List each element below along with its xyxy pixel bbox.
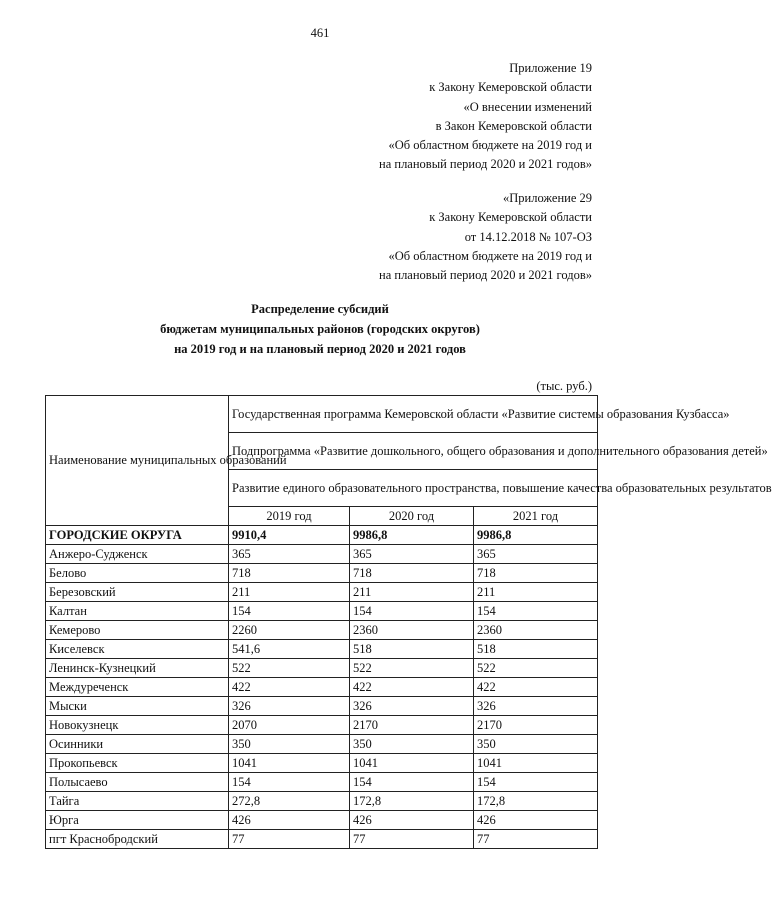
subsidy-value: 522 [229,659,350,678]
subsidy-value: 154 [474,773,598,792]
annex-line: на плановый период 2020 и 2021 годов» [379,268,592,283]
table-row [46,716,598,735]
subsidy-value: 365 [229,545,350,564]
municipality-column-header: Наименование муниципальных образований [46,396,229,526]
subsidy-value: 326 [474,697,598,716]
annex-line: «Об областном бюджете на 2019 год и [388,248,592,263]
year-header: 2021 год [474,507,598,526]
year-header: 2019 год [229,507,350,526]
subsidy-value: 350 [350,735,474,754]
municipality-name: Белово [46,564,229,583]
subsidy-value: 518 [474,640,598,659]
annex-reference-original [379,189,592,285]
annex-line: от 14.12.2018 № 107-ОЗ [464,229,592,244]
annex-line: «Приложение 29 [503,191,592,205]
municipality-name: Анжеро-Судженск [46,545,229,564]
subsidy-value: 350 [229,735,350,754]
subsidy-value: 154 [229,602,350,621]
subsidy-value: 326 [350,697,474,716]
subsidy-value: 426 [350,811,474,830]
subsidy-value: 426 [229,811,350,830]
total-row [46,526,598,545]
municipality-name: Березовский [46,583,229,602]
table-row [46,602,598,621]
title-line: Распределение субсидий [251,302,389,316]
subsidy-value: 77 [229,830,350,849]
municipality-name: Новокузнецк [46,716,229,735]
subsidy-value: 365 [350,545,474,564]
municipality-name: Междуреченск [46,678,229,697]
municipality-name: пгт Краснобродский [46,830,229,849]
program-header: Государственная программа Кемеровской области «Развитие системы образования Кузбасса» [229,396,598,433]
subsidy-value: 718 [350,564,474,583]
municipality-name: Киселевск [46,640,229,659]
subsidy-value: 1041 [474,754,598,773]
subsidy-value: 154 [350,602,474,621]
subsidy-value: 2070 [229,716,350,735]
table-row [46,773,598,792]
subsidy-value: 154 [474,602,598,621]
table-row [46,792,598,811]
document-title [0,299,640,359]
subsidy-value: 326 [229,697,350,716]
subsidy-value: 2360 [474,621,598,640]
annex-line: в Закон Кемеровской области [435,118,592,133]
municipality-name: Тайга [46,792,229,811]
municipality-name: Калтан [46,602,229,621]
total-row-value: 9910,4 [229,526,350,545]
subsidy-value: 2360 [350,621,474,640]
subsidy-value: 2170 [474,716,598,735]
annex-line: к Закону Кемеровской области [429,210,592,225]
subsidy-value: 365 [474,545,598,564]
annex-line: Приложение 19 [509,61,592,75]
subsidy-value: 426 [474,811,598,830]
subsidy-value: 718 [474,564,598,583]
table-row [46,659,598,678]
subsidy-value: 211 [474,583,598,602]
subsidy-value: 272,8 [229,792,350,811]
subsidy-value: 1041 [229,754,350,773]
table-row [46,811,598,830]
subsidy-value: 2260 [229,621,350,640]
municipality-name: Мыски [46,697,229,716]
municipality-name: Юрга [46,811,229,830]
year-header: 2020 год [350,507,474,526]
municipality-name: Полысаево [46,773,229,792]
annex-line: на плановый период 2020 и 2021 годов» [379,157,592,172]
table-row [46,564,598,583]
subsidy-value: 211 [229,583,350,602]
measure-header: Развитие единого образовательного пространства, повышение качества образовательных результатов [229,470,598,507]
subsidy-value: 211 [350,583,474,602]
subsidy-value: 522 [474,659,598,678]
subsidy-value: 2170 [350,716,474,735]
subsidies-table [45,395,772,849]
subsidy-value: 422 [474,678,598,697]
subsidy-value: 718 [229,564,350,583]
annex-line: «Об областном бюджете на 2019 год и [388,138,592,153]
subprogram-header: Подпрограмма «Развитие дошкольного, общего образования и дополнительного образования детей» [229,433,598,470]
subsidy-value: 172,8 [474,792,598,811]
table-row [46,678,598,697]
header-row-program [46,396,598,433]
table-row [46,545,598,564]
title-line: на 2019 год и на плановый период 2020 и 2021 годов [174,342,466,356]
title-line: бюджетам муниципальных районов (городских округов) [160,322,480,336]
subsidy-value: 518 [350,640,474,659]
annex-line: к Закону Кемеровской области [429,80,592,95]
table-row [46,830,598,849]
subsidy-value: 541,6 [229,640,350,659]
subsidy-value: 154 [229,773,350,792]
subsidy-value: 422 [229,678,350,697]
subsidy-value: 522 [350,659,474,678]
page-number: 461 [310,26,330,40]
total-row-value: 9986,8 [350,526,474,545]
subsidy-value: 77 [474,830,598,849]
subsidy-value: 77 [350,830,474,849]
unit-note: (тыс. руб.) [536,379,592,393]
municipality-name: Ленинск-Кузнецкий [46,659,229,678]
municipality-name: Кемерово [46,621,229,640]
annex-reference-current [379,59,592,175]
total-row-value: 9986,8 [474,526,598,545]
table-row [46,754,598,773]
table-row [46,621,598,640]
table-row [46,735,598,754]
annex-line: «О внесении изменений [463,99,592,114]
table-row [46,640,598,659]
municipality-name: Прокопьевск [46,754,229,773]
table-row [46,583,598,602]
subsidy-value: 1041 [350,754,474,773]
subsidy-value: 172,8 [350,792,474,811]
subsidy-value: 154 [350,773,474,792]
total-row-name: ГОРОДСКИЕ ОКРУГА [46,526,229,545]
subsidy-value: 422 [350,678,474,697]
subsidy-value: 350 [474,735,598,754]
table-row [46,697,598,716]
municipality-name: Осинники [46,735,229,754]
